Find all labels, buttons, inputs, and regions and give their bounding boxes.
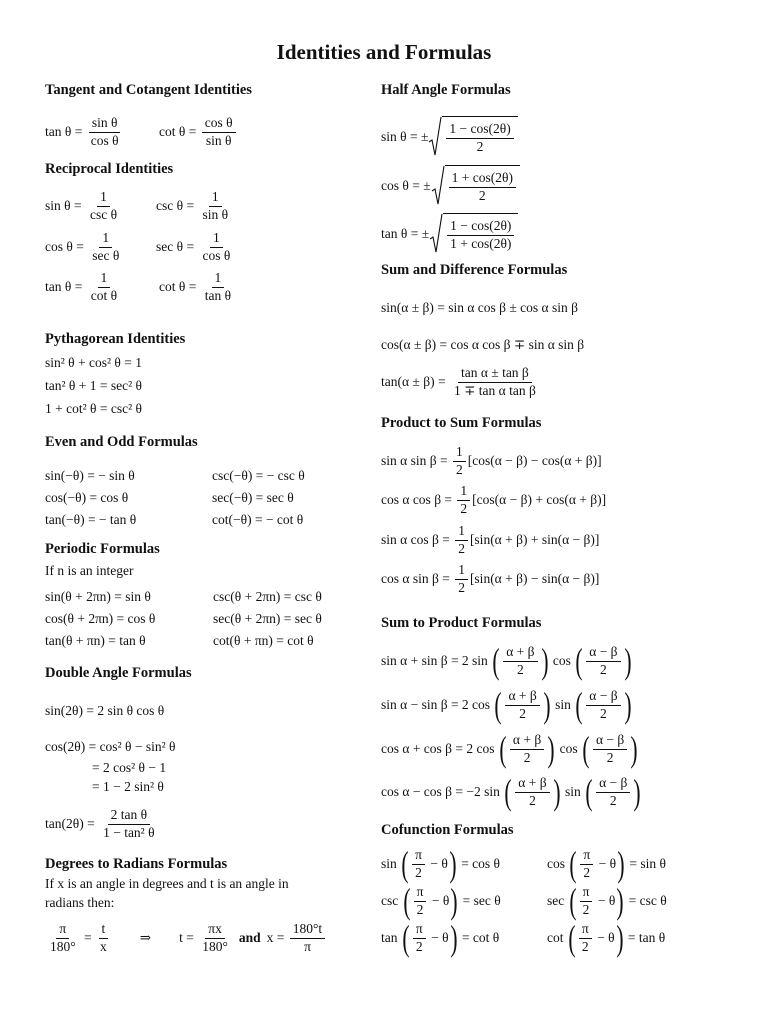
formula-lhs: tan θ = bbox=[45, 123, 86, 139]
fraction bbox=[593, 733, 627, 766]
implies-arrow: ⇒ bbox=[139, 929, 152, 945]
formula-lhs: cos α cos β = bbox=[381, 491, 456, 507]
left-paren: ( bbox=[401, 844, 409, 884]
numerator: α + β bbox=[510, 733, 544, 750]
square-root bbox=[428, 116, 517, 158]
formula-lhs: tan(2θ) = bbox=[45, 815, 99, 831]
denominator: 2 bbox=[581, 938, 589, 954]
formula-rhs: [sin(α + β) − sin(α − β)] bbox=[469, 570, 600, 586]
fraction bbox=[453, 445, 466, 478]
numerator: 1 bbox=[212, 271, 225, 288]
formula-lhs: cos θ = bbox=[45, 238, 88, 254]
section-heading: Degrees to Radians Formulas bbox=[45, 856, 228, 872]
fraction bbox=[451, 366, 539, 399]
formula-cofunction bbox=[381, 883, 501, 919]
fraction bbox=[457, 484, 470, 517]
formula-lhs: cot θ = bbox=[159, 278, 200, 294]
formula-cofunction bbox=[381, 920, 499, 956]
formula-reciprocal-cot bbox=[159, 271, 236, 304]
right-paren: ) bbox=[552, 772, 561, 812]
denominator: x bbox=[100, 938, 107, 954]
fraction bbox=[586, 645, 620, 678]
formula-lhs: cos α + cos β = 2 cos bbox=[381, 740, 498, 756]
denominator: 1 + cos(2θ) bbox=[450, 236, 512, 251]
fraction bbox=[414, 885, 427, 918]
formula-line: tan² θ + 1 = sec² θ bbox=[45, 378, 142, 393]
deg-rad-text-line: radians then: bbox=[45, 895, 115, 910]
formula-reciprocal-sec bbox=[156, 231, 235, 264]
fraction bbox=[413, 922, 426, 955]
formula-lhs: sin α − sin β = 2 cos bbox=[381, 696, 494, 712]
formula-cofunction bbox=[547, 846, 666, 882]
formula-rhs: = sec θ bbox=[459, 892, 501, 908]
denominator: π bbox=[304, 938, 311, 954]
radical-sign-icon bbox=[428, 116, 442, 158]
numerator: α + β bbox=[515, 776, 549, 793]
formula-product-sum bbox=[381, 524, 599, 557]
numerator: t bbox=[99, 922, 109, 939]
denominator: 2 bbox=[415, 938, 423, 954]
denominator: tan θ bbox=[204, 287, 232, 303]
numerator: πx bbox=[205, 922, 225, 939]
fraction bbox=[87, 190, 120, 223]
denominator: 2 bbox=[609, 792, 617, 808]
fraction bbox=[202, 116, 236, 149]
fraction bbox=[579, 922, 592, 955]
formula-lhs: tan θ = bbox=[45, 278, 86, 294]
formula-tan-sum bbox=[381, 366, 541, 399]
formula-sum-product bbox=[381, 774, 642, 810]
t-equals: t = bbox=[179, 929, 198, 945]
formula-func: sin bbox=[381, 855, 401, 871]
formula-arg: − θ bbox=[428, 892, 450, 908]
formula-line: sin(θ + 2πn) = sin θ bbox=[45, 589, 151, 604]
numerator: 180°t bbox=[290, 922, 325, 939]
fraction bbox=[199, 231, 233, 264]
section-heading: Sum and Difference Formulas bbox=[381, 262, 568, 278]
denominator: 2 bbox=[416, 901, 424, 917]
denominator: 2 bbox=[583, 864, 591, 880]
formula-lhs: tan(α ± β) = bbox=[381, 373, 449, 389]
formula-arg: − θ bbox=[427, 929, 449, 945]
fraction bbox=[202, 271, 234, 304]
denominator: csc θ bbox=[89, 206, 118, 222]
right-paren: ) bbox=[630, 729, 638, 769]
formula-lhs: cos α sin β = bbox=[381, 570, 454, 586]
left-paren: ( bbox=[568, 918, 576, 958]
formula-line: cos(θ + 2πn) = cos θ bbox=[45, 611, 156, 626]
denominator: 2 bbox=[600, 661, 607, 677]
left-paren: ( bbox=[582, 729, 590, 769]
numerator: π bbox=[412, 848, 425, 865]
formula-lhs: sin α cos β = bbox=[381, 531, 454, 547]
section-heading: Cofunction Formulas bbox=[381, 822, 514, 838]
formula-rhs: = tan θ bbox=[624, 929, 666, 945]
denominator: cos θ bbox=[202, 247, 231, 263]
right-paren: ) bbox=[449, 844, 457, 884]
section-heading: Periodic Formulas bbox=[45, 541, 160, 557]
formula-func: sin bbox=[561, 783, 585, 799]
section-heading: Tangent and Cotangent Identities bbox=[45, 82, 252, 98]
formula-func: cos bbox=[556, 740, 581, 756]
formula-func: tan bbox=[381, 929, 401, 945]
numerator: sin θ bbox=[89, 116, 121, 133]
square-root bbox=[431, 165, 520, 207]
denominator: 2 bbox=[529, 792, 536, 808]
section-heading: Sum to Product Formulas bbox=[381, 615, 542, 631]
numerator: 1 bbox=[453, 445, 466, 462]
fraction bbox=[515, 776, 549, 809]
formula-func: cos bbox=[549, 652, 575, 668]
numerator: 1 − cos(2θ) bbox=[446, 122, 513, 139]
fraction bbox=[580, 848, 593, 881]
fraction bbox=[199, 922, 231, 955]
radicand bbox=[445, 165, 520, 207]
numerator: π bbox=[579, 922, 592, 939]
fraction bbox=[455, 524, 468, 557]
formula-rhs: [cos(α − β) − cos(α + β)] bbox=[467, 452, 602, 468]
denominator: 2 bbox=[600, 705, 607, 721]
formula-line: csc(−θ) = − csc θ bbox=[212, 468, 305, 483]
formula-rhs: [cos(α − β) + cos(α + β)] bbox=[472, 491, 607, 507]
denominator: cos θ bbox=[90, 132, 119, 148]
numerator: 1 − cos(2θ) bbox=[447, 219, 514, 236]
formula-half-sin bbox=[381, 116, 518, 158]
square-root bbox=[429, 213, 518, 255]
right-paren: ) bbox=[623, 685, 632, 725]
radicand bbox=[443, 213, 518, 255]
denominator: 2 bbox=[519, 705, 526, 721]
denominator: sin θ bbox=[202, 206, 229, 222]
numerator: 1 bbox=[99, 231, 112, 248]
formula-arg: − θ bbox=[594, 892, 616, 908]
right-paren: ) bbox=[450, 881, 458, 921]
formula-line: sec(−θ) = sec θ bbox=[212, 490, 294, 505]
numerator: 2 tan θ bbox=[108, 808, 150, 825]
right-paren: ) bbox=[623, 641, 632, 681]
numerator: π bbox=[580, 885, 593, 902]
denominator: 2 bbox=[458, 540, 465, 556]
numerator: 1 bbox=[457, 484, 470, 501]
numerator: α + β bbox=[503, 645, 537, 662]
formula-func: cot bbox=[547, 929, 567, 945]
formula-lhs: cos θ = ± bbox=[381, 177, 431, 193]
formula-line: 1 + cot² θ = csc² θ bbox=[45, 401, 142, 416]
left-paren: ( bbox=[504, 772, 512, 812]
denominator: 2 bbox=[523, 749, 531, 765]
formula-lhs: sin α + sin β = 2 sin bbox=[381, 652, 492, 668]
formula-func: cos bbox=[547, 855, 569, 871]
right-paren: ) bbox=[547, 729, 555, 769]
numerator: π bbox=[56, 922, 69, 939]
fraction bbox=[47, 922, 79, 955]
denominator: 180° bbox=[202, 938, 228, 954]
formula-tan-2theta bbox=[45, 808, 160, 841]
and-word: and bbox=[238, 929, 261, 945]
denominator: 1 − tan² θ bbox=[103, 824, 155, 840]
fraction bbox=[596, 776, 630, 809]
denominator: 2 bbox=[455, 461, 463, 477]
left-paren: ( bbox=[494, 685, 503, 725]
numerator: tan α ± tan β bbox=[458, 366, 532, 383]
formula-line: cot(θ + πn) = cot θ bbox=[213, 633, 314, 648]
formula-rhs: = cos θ bbox=[457, 855, 501, 871]
fraction bbox=[88, 271, 120, 304]
formula-cofunction bbox=[547, 920, 665, 956]
right-paren: ) bbox=[617, 844, 625, 884]
radical-sign-icon bbox=[431, 165, 445, 207]
fraction bbox=[412, 848, 425, 881]
fraction bbox=[586, 689, 620, 722]
left-paren: ( bbox=[492, 641, 500, 681]
left-paren: ( bbox=[575, 641, 583, 681]
formula-product-sum bbox=[381, 484, 606, 517]
formula-func: csc bbox=[381, 892, 402, 908]
fraction bbox=[290, 922, 325, 955]
numerator: α + β bbox=[505, 689, 539, 706]
formula-line: tan(θ + πn) = tan θ bbox=[45, 633, 146, 648]
numerator: α − β bbox=[593, 733, 627, 750]
denominator: 2 bbox=[606, 749, 614, 765]
formula-rhs: [sin(α + β) + sin(α − β)] bbox=[469, 531, 600, 547]
numerator: cos θ bbox=[202, 116, 236, 133]
denominator: 1 ∓ tan α tan β bbox=[453, 382, 536, 398]
section-heading: Double Angle Formulas bbox=[45, 665, 192, 681]
numerator: 1 bbox=[455, 524, 468, 541]
numerator: 1 bbox=[209, 190, 222, 207]
fraction bbox=[455, 563, 468, 596]
formula-line: cot(−θ) = − cot θ bbox=[212, 512, 304, 527]
numerator: 1 bbox=[210, 231, 223, 248]
formula-product-sum bbox=[381, 563, 599, 596]
numerator: π bbox=[414, 885, 427, 902]
left-paren: ( bbox=[403, 881, 411, 921]
formula-sum-product bbox=[381, 731, 639, 767]
formula-reciprocal-tan bbox=[45, 271, 122, 304]
formula-line: csc(θ + 2πn) = csc θ bbox=[213, 589, 322, 604]
right-paren: ) bbox=[616, 881, 624, 921]
right-paren: ) bbox=[449, 918, 458, 958]
formula-deg-rad bbox=[45, 922, 327, 955]
formula-reciprocal-sin bbox=[45, 190, 122, 223]
formula-product-sum bbox=[381, 445, 602, 478]
deg-rad-text-line: If x is an angle in degrees and t is an angle in bbox=[45, 876, 289, 891]
left-paren: ( bbox=[575, 685, 583, 725]
formula-line: sin(α ± β) = sin α cos β ± cos α sin β bbox=[381, 300, 579, 315]
equals: = bbox=[80, 929, 96, 945]
formula-rhs: = sin θ bbox=[626, 855, 667, 871]
formula-lhs: sin θ = ± bbox=[381, 128, 429, 144]
numerator: 1 bbox=[455, 563, 468, 580]
x-equals: x = bbox=[266, 929, 288, 945]
formula-cos-2theta: cos(2θ) = cos² θ − sin² θ bbox=[45, 739, 176, 754]
formula-line: cos(α ± β) = cos α cos β ∓ sin α sin β bbox=[381, 337, 585, 352]
radicand bbox=[442, 116, 517, 158]
formula-lhs: sin θ = bbox=[45, 197, 85, 213]
denominator: 2 bbox=[476, 139, 484, 154]
formula-reciprocal-csc bbox=[156, 190, 233, 223]
denominator: 2 bbox=[516, 661, 524, 677]
numerator: π bbox=[580, 848, 593, 865]
formula-arg: − θ bbox=[595, 855, 617, 871]
fraction bbox=[449, 171, 516, 204]
numerator: 1 bbox=[98, 271, 111, 288]
section-heading: Product to Sum Formulas bbox=[381, 415, 542, 431]
numerator: 1 + cos(2θ) bbox=[449, 171, 516, 188]
numerator: π bbox=[413, 922, 426, 939]
formula-cofunction bbox=[381, 846, 500, 882]
formula-arg: − θ bbox=[593, 929, 615, 945]
formula-arg: − θ bbox=[426, 855, 448, 871]
formula-cot-identity bbox=[159, 116, 238, 149]
fraction bbox=[100, 808, 158, 841]
left-paren: ( bbox=[569, 881, 577, 921]
fraction bbox=[510, 733, 544, 766]
numerator: 1 bbox=[97, 190, 110, 207]
formula-rhs: = cot θ bbox=[458, 929, 500, 945]
section-heading: Pythagorean Identities bbox=[45, 331, 186, 347]
formula-sum-product bbox=[381, 643, 633, 679]
formula-rhs: = csc θ bbox=[625, 892, 667, 908]
section-heading: Reciprocal Identities bbox=[45, 161, 174, 177]
fraction bbox=[199, 190, 231, 223]
formula-line: sin(−θ) = − sin θ bbox=[45, 468, 135, 483]
denominator: sin θ bbox=[205, 132, 232, 148]
fraction bbox=[88, 116, 122, 149]
formula-lhs: cos α − cos β = −2 sin bbox=[381, 783, 504, 799]
right-paren: ) bbox=[633, 772, 642, 812]
page-title: Identities and Formulas bbox=[276, 40, 492, 64]
formula-cos-2theta-alt1: = 2 cos² θ − 1 bbox=[92, 760, 167, 775]
right-paren: ) bbox=[615, 918, 624, 958]
formula-sin-2theta: sin(2θ) = 2 sin θ cos θ bbox=[45, 703, 165, 718]
fraction bbox=[97, 922, 110, 955]
section-heading: Half Angle Formulas bbox=[381, 82, 511, 98]
left-paren: ( bbox=[402, 918, 410, 958]
formula-lhs: tan θ = ± bbox=[381, 225, 430, 241]
left-paren: ( bbox=[585, 772, 593, 812]
formula-lhs: sin α sin β = bbox=[381, 452, 451, 468]
radical-sign-icon bbox=[429, 213, 443, 255]
formula-line: sec(θ + 2πn) = sec θ bbox=[213, 611, 322, 626]
fraction bbox=[89, 231, 122, 264]
denominator: 180° bbox=[50, 938, 76, 954]
formula-lhs: csc θ = bbox=[156, 197, 198, 213]
numerator: α − β bbox=[586, 689, 620, 706]
fraction bbox=[446, 122, 513, 155]
fraction bbox=[503, 645, 537, 678]
denominator: sec θ bbox=[92, 247, 120, 263]
denominator: 2 bbox=[458, 579, 465, 595]
denominator: cot θ bbox=[90, 287, 118, 303]
right-paren: ) bbox=[543, 685, 551, 725]
denominator: 2 bbox=[460, 500, 468, 516]
denominator: 2 bbox=[582, 901, 590, 917]
numerator: α − β bbox=[586, 645, 620, 662]
formula-line: cos(−θ) = cos θ bbox=[45, 490, 129, 505]
section-heading: Even and Odd Formulas bbox=[45, 434, 198, 450]
formula-cofunction bbox=[547, 883, 667, 919]
formula-half-tan bbox=[381, 213, 518, 255]
periodic-note: If n is an integer bbox=[45, 563, 134, 578]
formula-reciprocal-cos bbox=[45, 231, 124, 264]
fraction bbox=[505, 689, 539, 722]
left-paren: ( bbox=[499, 729, 507, 769]
right-paren: ) bbox=[540, 641, 549, 681]
formula-sum-product bbox=[381, 687, 633, 723]
formula-line: tan(−θ) = − tan θ bbox=[45, 512, 137, 527]
fraction bbox=[580, 885, 593, 918]
formula-func: sin bbox=[551, 696, 575, 712]
formula-cos-2theta-alt2: = 1 − 2 sin² θ bbox=[92, 779, 164, 794]
numerator: α − β bbox=[596, 776, 630, 793]
formula-half-cos bbox=[381, 165, 520, 207]
formula-func: sec bbox=[547, 892, 568, 908]
left-paren: ( bbox=[569, 844, 577, 884]
fraction bbox=[447, 219, 514, 252]
denominator: 2 bbox=[478, 188, 486, 203]
formula-lhs: cot θ = bbox=[159, 123, 200, 139]
formula-line: sin² θ + cos² θ = 1 bbox=[45, 355, 143, 370]
denominator: 2 bbox=[415, 864, 422, 880]
formula-tan-identity bbox=[45, 116, 124, 149]
formula-lhs: sec θ = bbox=[156, 238, 198, 254]
